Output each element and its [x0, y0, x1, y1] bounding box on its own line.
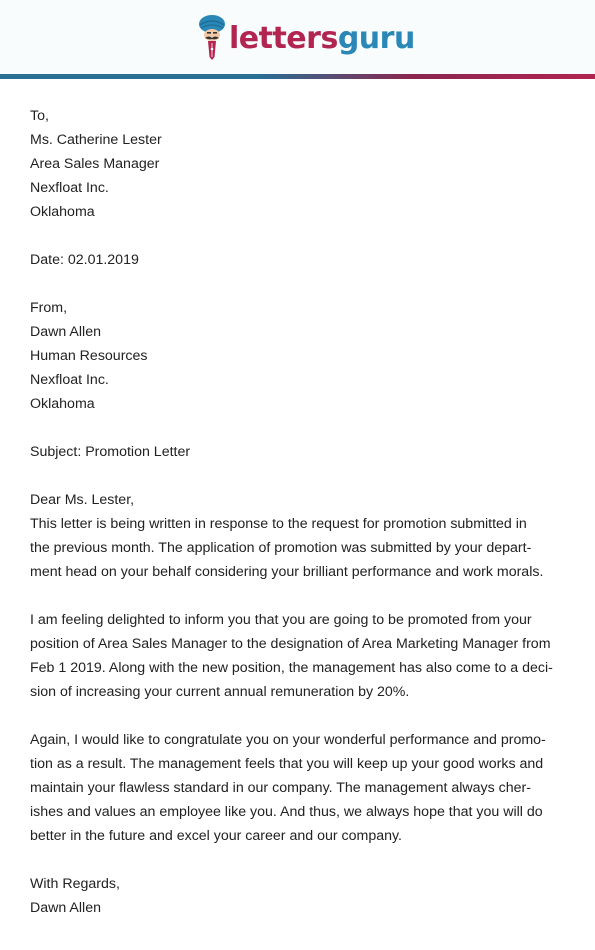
recipient-title: Area Sales Manager — [30, 156, 160, 172]
to-label: To, — [30, 108, 49, 124]
letter-date: Date: 02.01.2019 — [30, 252, 139, 268]
closing: With Regards, — [30, 876, 120, 892]
letter-subject: Subject: Promotion Letter — [30, 444, 191, 460]
sender-company: Nexfloat Inc. — [30, 372, 109, 388]
sender-title: Human Resources — [30, 348, 148, 364]
recipient-name: Ms. Catherine Lester — [30, 132, 162, 148]
site-header — [0, 0, 595, 74]
turban-man-icon — [197, 13, 227, 61]
paragraph-line: Again, I would like to congratulate you on your wonderful performance and promo- — [30, 732, 546, 748]
paragraph-line: position of Area Sales Manager to the designation of Area Marketing Manager from — [30, 636, 551, 652]
paragraph-line: ment head on your behalf considering your brilliant performance and work morals. — [30, 564, 544, 580]
paragraph-line: I am feeling delighted to inform you that you are going to be promoted from your — [30, 612, 532, 628]
paragraph-line: maintain your flawless standard in our company. The management always cher- — [30, 780, 532, 796]
header-divider — [0, 74, 595, 79]
logo-wordmark — [229, 21, 415, 56]
salutation: Dear Ms. Lester, — [30, 492, 135, 508]
recipient-block — [30, 104, 570, 224]
logo-text-letters: letters — [229, 21, 338, 56]
paragraph-line: tion as a result. The management feels that you will keep up your good works and — [30, 756, 544, 772]
paragraph-line: Feb 1 2019. Along with the new position, the management has also come to a deci- — [30, 660, 553, 676]
body-paragraph-2 — [30, 608, 570, 704]
paragraph-line: sion of increasing your current annual remuneration by 20%. — [30, 684, 410, 700]
recipient-city: Oklahoma — [30, 204, 95, 220]
paragraph-line: This letter is being written in response to the request for promotion submitted in — [30, 516, 527, 532]
lettersguru-logo[interactable] — [197, 12, 415, 62]
sender-city: Oklahoma — [30, 396, 95, 412]
sender-block — [30, 296, 570, 416]
logo-text-guru: guru — [337, 21, 415, 56]
signature-name: Dawn Allen — [30, 900, 101, 916]
paragraph-line: ishes and values an employee like you. And thus, we always hope that you will do — [30, 804, 543, 820]
paragraph-line: the previous month. The application of promotion was submitted by your depart- — [30, 540, 532, 556]
body-paragraph-1 — [30, 512, 570, 584]
body-paragraph-3 — [30, 728, 570, 848]
from-label: From, — [30, 300, 68, 316]
sender-name: Dawn Allen — [30, 324, 101, 340]
recipient-company: Nexfloat Inc. — [30, 180, 109, 196]
paragraph-line: better in the future and excel your career and our company. — [30, 828, 402, 844]
letter-body — [30, 104, 570, 920]
